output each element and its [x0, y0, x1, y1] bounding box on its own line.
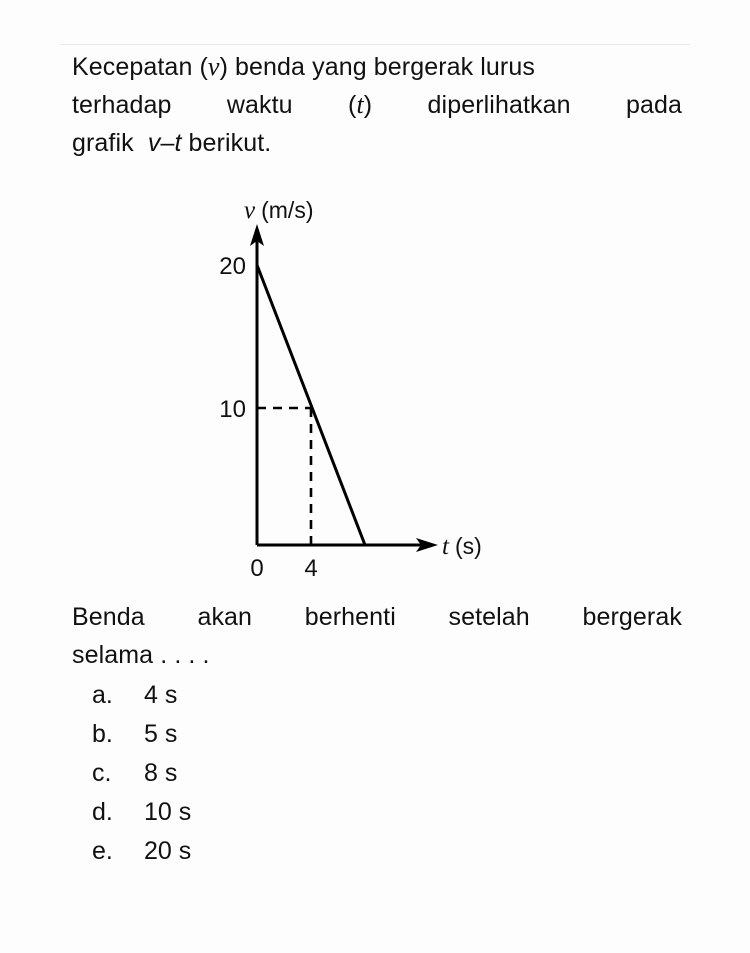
question-line-2-word-2: waktu [226, 91, 293, 119]
x-axis-label [442, 533, 482, 560]
tail-word-4: setelah [448, 603, 530, 631]
option-key-d: d. [92, 798, 113, 826]
question-line-2-variable-group [348, 86, 372, 124]
tail-word-5: bergerak [582, 603, 682, 631]
graph-svg [190, 188, 550, 588]
variable-t: t [356, 90, 364, 119]
option-key-c: c. [92, 759, 112, 787]
data-series-line [257, 265, 365, 545]
option-key-a: a. [92, 681, 113, 709]
tail-word-2: akan [197, 603, 253, 631]
question-tail-line-1 [72, 598, 682, 636]
tail-word-1: Benda [72, 603, 145, 631]
answer-option-c[interactable] [92, 754, 492, 793]
y-axis-label-variable: v [244, 197, 256, 224]
question-line-3 [72, 124, 682, 162]
question-tail-line-2: selama . . . . [72, 641, 210, 669]
x-axis-label-unit: (s) [454, 533, 482, 559]
question-line-1-part-b: ) benda yang bergerak lurus [219, 53, 535, 81]
page-top-rule [60, 44, 690, 45]
question-line-3-part-b: berikut. [188, 129, 272, 157]
y-axis-label [244, 197, 313, 224]
velocity-time-graph [190, 188, 550, 588]
variable-v-graph: v [147, 129, 161, 157]
paren-open: ( [348, 91, 357, 119]
option-value-e: 20 s [144, 837, 192, 865]
question-line-2-word-1: terhadap [72, 91, 172, 119]
question-tail [72, 598, 682, 674]
option-value-d: 10 s [144, 798, 192, 826]
variable-v: v [207, 52, 220, 81]
question-line-2 [72, 86, 682, 124]
option-value-a: 4 s [144, 681, 178, 709]
question-line-2-word-3: diperlihatkan [427, 91, 571, 119]
question-stem [72, 48, 682, 162]
answer-option-d[interactable] [92, 793, 492, 832]
question-line-1 [72, 48, 682, 86]
option-key-e: e. [92, 837, 113, 865]
y-tick-label-10: 10 [219, 396, 246, 423]
y-tick-label-20: 20 [219, 253, 246, 280]
variable-t-graph: t [174, 129, 182, 157]
y-axis-label-unit: (m/s) [261, 197, 314, 223]
question-line-2-word-4: pada [625, 91, 682, 119]
x-axis-label-variable: t [442, 533, 449, 560]
question-line-1-part-a: Kecepatan ( [72, 53, 208, 81]
paren-close: ) [363, 91, 373, 119]
x-tick-label-0: 0 [250, 555, 264, 582]
tail-word-3: berhenti [304, 603, 396, 631]
answer-option-a[interactable] [92, 676, 492, 715]
question-line-3-part-a: grafik [72, 129, 134, 157]
option-value-c: 8 s [144, 759, 178, 787]
x-tick-label-4: 4 [304, 555, 318, 582]
dash-separator: – [160, 129, 175, 157]
option-value-b: 5 s [144, 720, 178, 748]
answer-options-list [92, 676, 492, 871]
answer-option-e[interactable] [92, 832, 492, 871]
answer-option-b[interactable] [92, 715, 492, 754]
option-key-b: b. [92, 720, 113, 748]
